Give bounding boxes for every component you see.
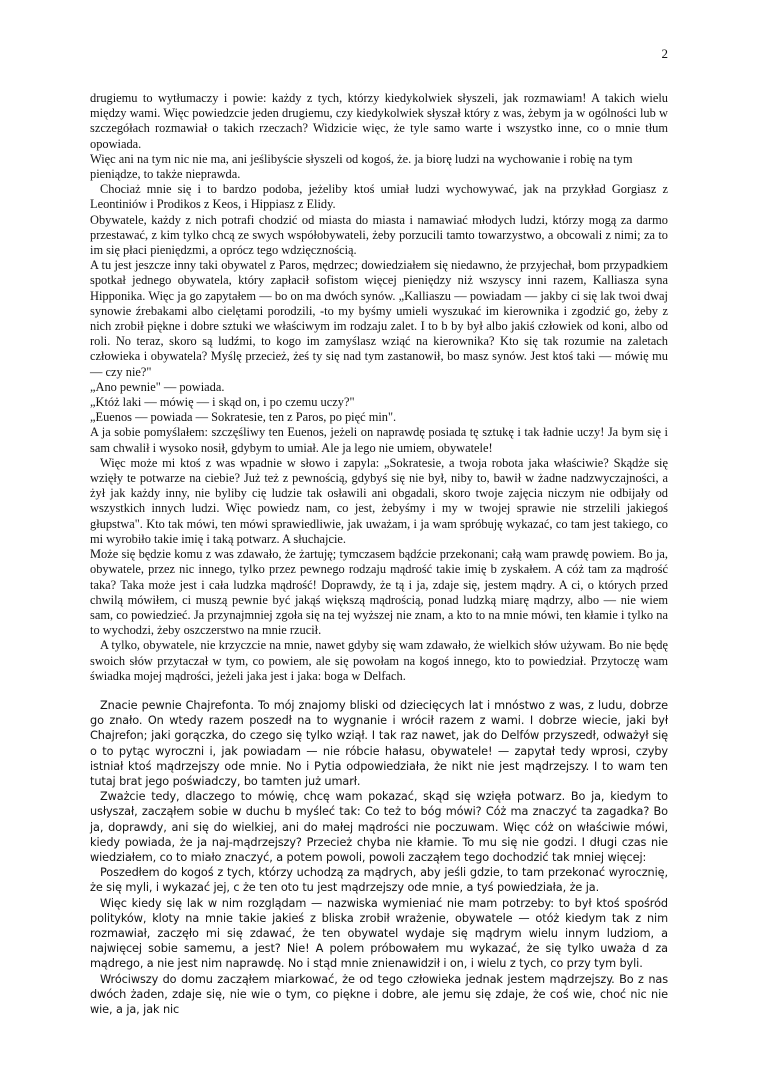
paragraph: A ja sobie pomyślałem: szczęśliwy ten Euenos, jeżeli on naprawdę posiada tę sztukę i tak ładnie uczy! Ja bym się i sam chwalił i wysoko nosił, gdybym to umiał. Ale ja lego nie umiem, obywatele! [90,425,668,455]
paragraph: drugiemu to wytłumaczy i powie: każdy z tych, którzy kiedykolwiek słyszeli, jak rozmawiam! A takich wielu między wami. Więc powiedzcie jeden drugiemu, czy kiedykolwiek słyszał który z was, żebym ja w ogólności lub w szczegółach rozmawiał o takich rzeczach? Widzicie więc, że tyle samo warte i wszystko inne, co o mnie tłum opowiada. [90,91,668,151]
paragraph: Znacie pewnie Chajrefonta. To mój znajomy bliski od dziecięcych lat i mnóstwo z was, z ludu, dobrze go znało. On wtedy razem poszedł na to wygnanie i wrócił razem z wami. I dobrze wiecie, jaki był Chajrefon; jaki gorączka, do czego się tylko wziął. I tak raz nawet, jak do Delfów przyszedł, odważył się o to pytąc wyroczni i, jak powiadam — nie róbcie hałasu, obywatele! — zapytał tedy wprosi, czyby istniał ktoś mądrzejszy ode mnie. No i Pytia odpowiedziała, że nikt nie jest mądrzejszy. I to wam ten tutaj brat jego poświadczy, bo tamten już umarł. [90,698,668,788]
paragraph: Więc ani na tym nic nie ma, ani jeślibyście słyszeli od kogoś, że. ja biorę ludzi na wychowanie i robię na tym pieniądze, to także nieprawda. [90,151,633,182]
paragraph: A tylko, obywatele, nie krzyczcie na mnie, nawet gdyby się wam zdawało, że wielkich słów używam. Bo nie będę swoich słów przytaczał w tym, co powiem, ale się powołam na kogoś innego, kto to powiedział. Przytoczę wam świadka mojej mądrości, jeżeli jaka jest i jaka: boga w Delfach. [90,638,668,683]
paragraph: Wróciwszy do domu zacząłem miarkować, że od tego człowieka jednak jestem mądrzejszy. Bo z nas dwóch żaden, zdaje się, nie wie o tym, co piękne i dobre, ale jemu się zdaje, że coś wie, choć nic nie wie, a ja, jak nic [90,972,668,1016]
paragraph: Obywatele, każdy z nich potrafi chodzić od miasta do miasta i namawiać młodych ludzi, którzy mogą za darmo przestawać, z kim tylko chcą ze swych współobywateli, żeby porzucili tamto towarzystwo, a obcowali z nimi; za to im się płaci pieniędzmi, a oprócz tego wdzięcznością. [90,212,668,258]
paragraph: Może się będzie komu z was zdawało, że żartuję; tymczasem bądźcie przekonani; całą wam prawdę powiem. Bo ja, obywatele, przez nic innego, tylko przez pewnego rodzaju mądrość takie imię b zyskałem. A cóż tam za mądrość taka? Taka może jest i cała ludzka mądrość! Doprawdy, że tą i ja, zdaje się, jestem mądry. A ci, o których przed chwilą mówiłem, ci muszą pewnie być jakąś większą mądrością, ponad ludzką miarę mądrzy, albo — nie wiem sam, co powiedzieć. Ja przynajmniej zgoła się na tej wyższej nie znam, a kto to na mnie mówi, ten kłamie i tylko na to wychodzi, żeby oszczerstwo na mnie rzucił. [90,547,668,638]
paragraph: Więc kiedy się lak w nim rozglądam — nazwiska wymieniać nie mam potrzeby: to był ktoś spośród polityków, kloty na mnie takie jakieś z bliska zrobił wrażenie, obywatele — otóż kiedym tak z nim rozmawiał, zaczęło mi się zdawać, że ten obywatel wydaje się mądrym wielu innym ludziom, a najwięcej sobie samemu, a jest? Nie! A polem próbowałem mu wykazać, że się tylko uważa d za mądrego, a nie jest nim naprawdę. No i stąd mnie znienawidził i on, i wielu z tych, co przy tym byli. [90,896,668,971]
page-number: 2 [661,46,668,61]
paragraph: „Ano pewnie" — powiada. [90,379,225,394]
paragraph: A tu jest jeszcze inny taki obywatel z Paros, mędrzec; dowiedziałem się niedawno, że przyjechał, bom przypadkiem spotkał jednego obywatela, który zapłacił sofistom więcej pieniędzy niż wszyscy inni razem, Kalliasza syna Hipponika. Więc ja go zapytałem — bo on ma dwóch synów. „Kalliaszu — powiadam — jakby ci się lak twoi dwaj synowie źrebakami albo cielętami porodzili, -to my byśmy umieli wyszukać im kierownika i zgodzić go, żeby z nich zrobił piękne i dobre sztuki we właściwym im rodzaju zalet. I to b by był albo jakiś człowiek od koni, albo od roli. No teraz, skoro są ludźmi, to kogo im zamyślasz wziąć na kierownika? Kto się tak rozumie na zaletach człowieka i obywatela? Myślę przecież, żeś ty się nad tym zastanowił, bo masz synów. Jest ktoś taki — mówię mu — czy nie?" [90,258,668,379]
paragraph: „Któż laki — mówię — i skąd on, i po czemu uczy?" [90,395,355,410]
paragraph: Chociaż mnie się i to bardzo podoba, jeżeliby ktoś umiał ludzi wychowywać, jak na przykład Gorgiasz z Leontiniów i Prodikos z Keos, i Hippiasz z Elidy. [90,182,668,212]
paragraph: Więc może mi ktoś z was wpadnie w słowo i zapyla: „Sokratesie, a twoja robota jaka właściwie? Skądże się wzięły te potwarze na ciebie? Już też z pewnością, gdybyś się nie był, niby to, bawił w żadne nadzwyczajności, a żył jak każdy inny, nie byliby cię ludzie tak osławili ani obgadali, skoro twoje zajęcia niczym nie odbijały od wszystkich innych ludzi. Więc powiedz nam, co jest, żebyśmy i my w twojej sprawie nie strzelili jakiegoś głupstwa". Kto tak mówi, ten mówi sprawiedliwie, jak uważam, i ja wam spróbuję wykazać, co tam jest takiego, co mi wyrobiło takie imię i taką potwarz. A słuchajcie. [90,455,668,546]
paragraph: Zważcie tedy, dlaczego to mówię, chcę wam pokazać, skąd się wzięła potwarz. Bo ja, kiedym to usłyszał, zacząłem sobie w duchu b myśleć tak: Co też to bóg mówi? Cóż ma znaczyć ta zagadka? Bo ja, doprawdy, ani się do wielkiej, ani do małej mądrości nie poczuwam. Więc cóż on właściwie mówi, kiedy powiada, że ja naj-mądrzejszy? Przecież chyba nie kłamie. To mu się nie godzi. I długi czas nie wiedziałem, co to miało znaczyć, a potem powoli, powoli zacząłem tego dochodzić tak mniej więcej: [90,790,668,864]
paragraph: Poszedłem do kogoś z tych, którzy uchodzą za mądrych, aby jeśli gdzie, to tam przekonać wyrocznię, że się myli, i wykazać jej, c że ten oto tu jest mądrzejszy ode mnie, a tyś powiedziała, że ja. [90,866,668,895]
paragraph: „Euenos — powiada — Sokratesie, ten z Paros, po pięć min". [90,410,397,425]
body-text [90,91,668,1017]
